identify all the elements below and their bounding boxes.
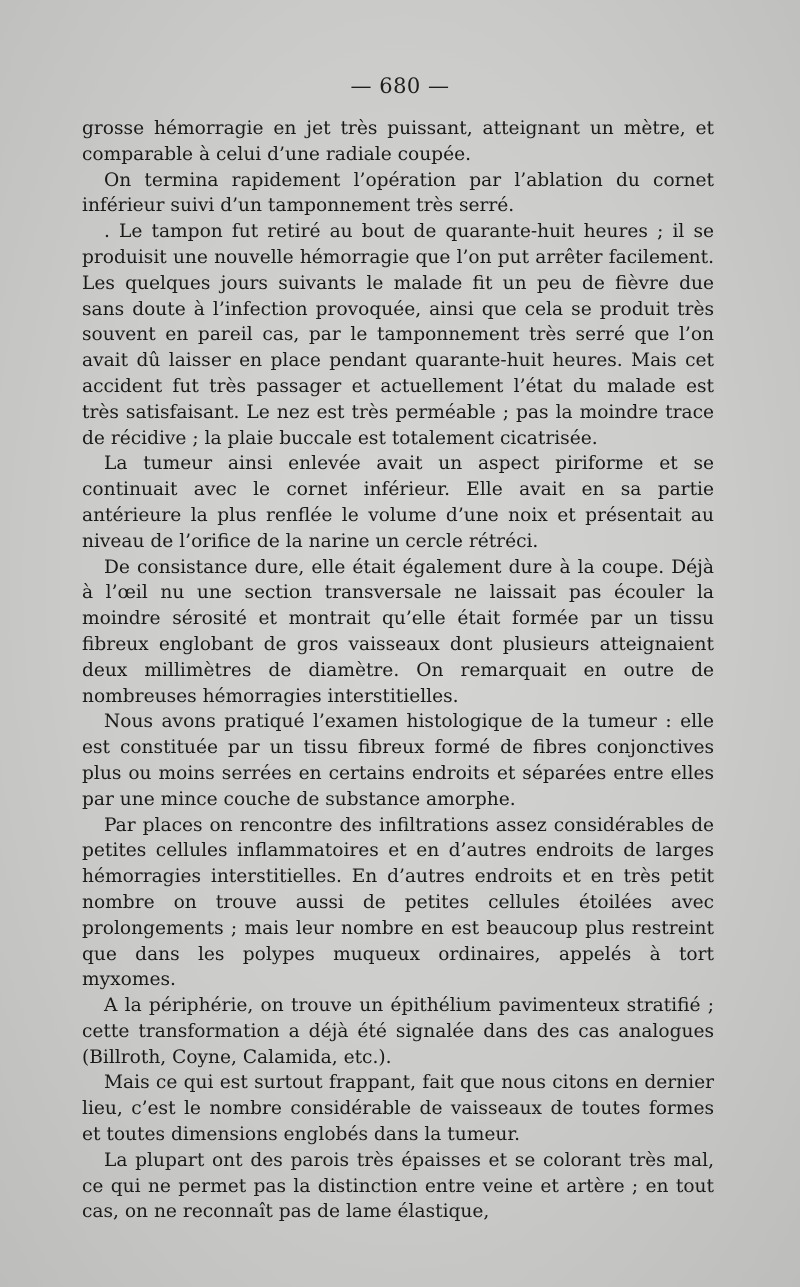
paragraph: Par places on rencontre des infiltrations assez considérables de petites cellules inflammatoires et en d’autres endroits de larges hémorragies interstitielles. En d’autres endroits et en très petit nombre on trouve aussi de petites cellules étoilées avec prolongements ; mais leur nombre en est beaucoup plus restreint que dans les polypes muqueux ordinaires, appelés à tort myxomes. [82, 814, 714, 991]
body-text [82, 116, 714, 1225]
paragraph: . Le tampon fut retiré au bout de quarante-huit heures ; il se produisit une nouvelle hémorragie que l’on put arrêter facilement. Les quelques jours suivants le malade fit un peu de fièvre due sans doute à l’infection provoquée, ainsi que cela se produit très souvent en pareil cas, par le tamponnement très serré que l’on avait dû laisser en place pendant quarante-huit heures. Mais cet accident fut très passager et actuellement l’état du malade est très satisfaisant. Le nez est très perméable ; pas la moindre trace de récidive ; la plaie buccale est totalement cicatrisée. [82, 221, 714, 449]
paragraph: Nous avons pratiqué l’examen histologique de la tumeur : elle est constituée par un tissu fibreux formé de fibres conjonctives plus ou moins serrées en certains endroits et séparées entre elles par une mince couche de substance amorphe. [82, 711, 714, 810]
paragraph: La plupart ont des parois très épaisses et se colorant très mal, ce qui ne permet pas la distinction entre veine et artère ; en tout cas, on ne reconnaît pas de lame élastique, [82, 1149, 714, 1223]
paragraph: A la périphérie, on trouve un épithélium pavimenteux stratifié ; cette transformation a déjà été signalée dans des cas analogues (Billroth, Coyne, Calamida, etc.). [82, 995, 714, 1068]
paragraph: grosse hémorragie en jet très puissant, atteignant un mètre, et comparable à celui d’une radiale coupée. [82, 118, 714, 165]
paragraph: La tumeur ainsi enlevée avait un aspect piriforme et se continuait avec le cornet inférieur. Elle avait en sa partie antérieure la plus renflée le volume d’une noix et présentait au niveau de l’orifice de la narine un cercle rétréci. [82, 453, 714, 552]
page-number: — 680 — [350, 74, 450, 98]
paragraph: De consistance dure, elle était également dure à la coupe. Déjà à l’œil nu une section transversale ne laissait pas écouler la moindre sérosité et montrait qu’elle était formée par un tissu fibreux englobant de gros vaisseaux dont plusieurs atteignaient deux millimètres de diamètre. On remarquait en outre de nombreuses hémorragies interstitielles. [82, 556, 714, 707]
paragraph: On termina rapidement l’opération par l’ablation du cornet inférieur suivi d’un tamponnement très serré. [82, 169, 714, 217]
paragraph: Mais ce qui est surtout frappant, fait que nous citons en dernier lieu, c’est le nombre considérable de vaisseaux de toutes formes et toutes dimensions englobés dans la tumeur. [82, 1072, 714, 1146]
